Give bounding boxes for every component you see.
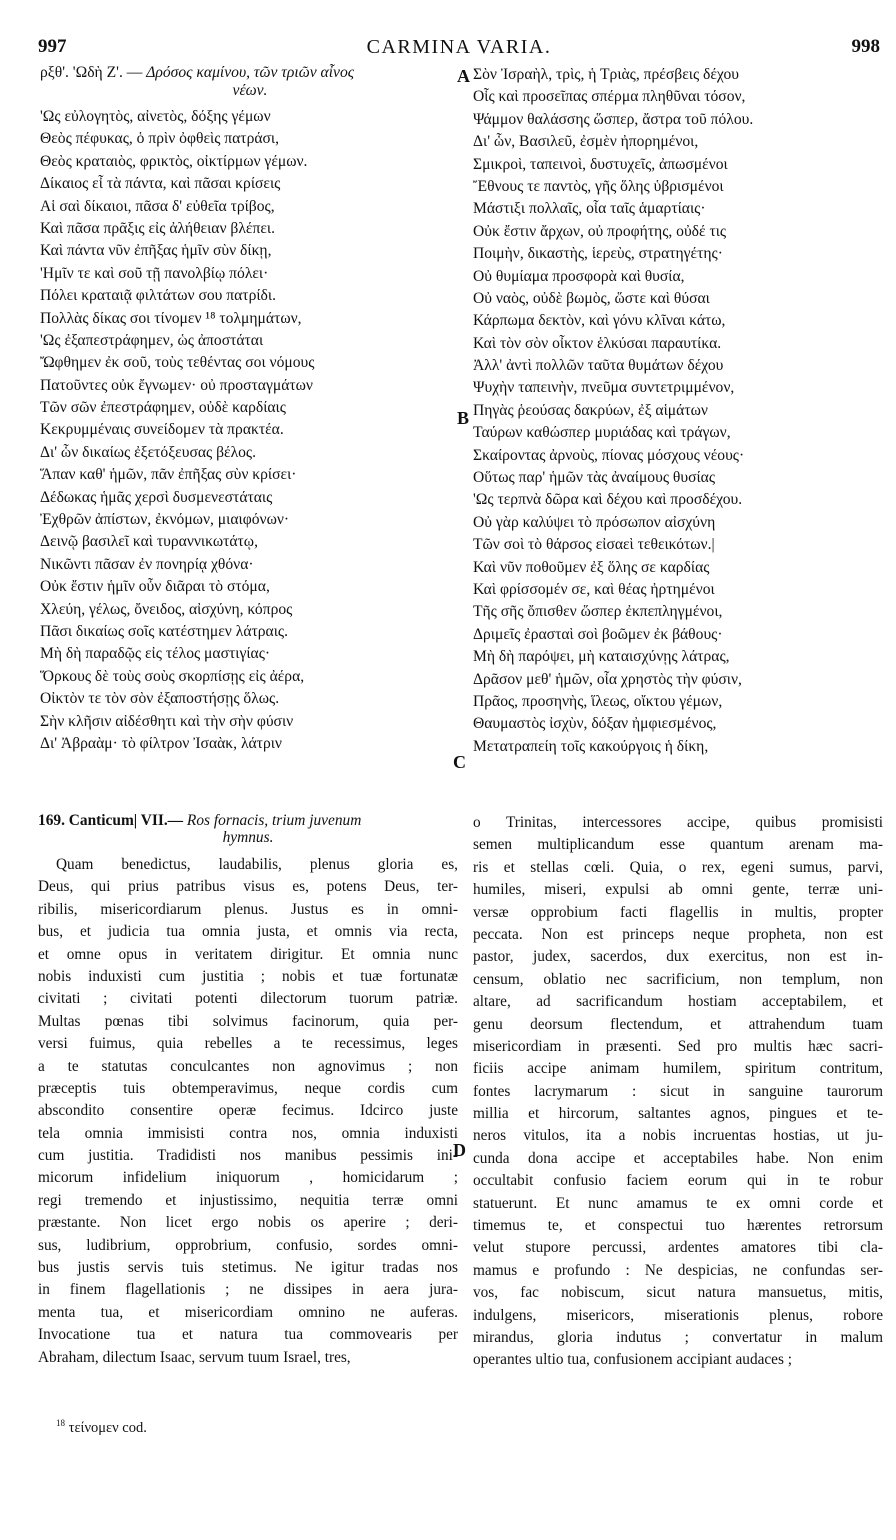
greek-verse-line: Μὴ δὴ παραδῷς εἰς τέλος μαστιγίας·	[40, 645, 271, 663]
latin-right-text	[473, 812, 883, 1372]
latin-left-text	[38, 854, 458, 1369]
greek-verse-line: Πατοῦντες οὐκ ἔγνωμεν· οὐ προσταγμάτων	[40, 376, 313, 394]
greek-verse-line: Καὶ πάντα νῦν ἐπῆξας ἡμῖν σὺν δίκῃ,	[40, 242, 272, 260]
greek-verse-line: Σὸν Ἰσραὴλ, τρὶς, ἡ Τριὰς, πρέσβεις δέχου	[473, 66, 740, 83]
latin-text-line: præstante. Non licet ergo nobis os aperire ; deri-	[38, 1214, 458, 1232]
greek-ode-title	[40, 64, 460, 100]
latin-text-line: operantes ultio tua, confusionem accipiant audaces ;	[473, 1351, 792, 1369]
latin-text-line: timemus te, et conspectui tuo hærentes retrorsum	[473, 1217, 883, 1235]
greek-verse-line: Οἷς καὶ προσεῖπας σπέρμα πληθῦναι τόσον,	[473, 88, 746, 106]
greek-verse-line: Ἐχθρῶν ἀπίστων, ἐκνόμων, μιαιφόνων·	[40, 511, 290, 529]
latin-text-line: fontes lacrymarum : sicut in sanguine taurorum	[473, 1082, 883, 1100]
latin-title-italic-2: hymnus.	[222, 829, 274, 846]
latin-text-line: semen multiplicandum esse quantum arenam ma-	[473, 836, 883, 854]
latin-text-line: versi fuimus, quia rebelles a te recessimus, leges	[38, 1035, 458, 1053]
greek-verse-line: Δι' ὧν δικαίως ἐξετόξευσας βέλος.	[40, 443, 257, 461]
greek-verse-line: Οὐκ ἔστιν ἡμῖν οὖν διᾶραι τὸ στόμα,	[40, 578, 270, 596]
greek-verse-line: Μετατραπείη τοῖς κακούργοις ἡ δίκη,	[473, 737, 709, 755]
greek-verse-line: Ποιμὴν, δικαστὴς, ἱερεὺς, στρατηγέτης·	[473, 245, 723, 263]
running-head: CARMINA VARIA.	[366, 36, 552, 58]
greek-right-verse	[473, 64, 883, 758]
greek-verse-line: Ψυχὴν ταπεινὴν, πνεῦμα συντετριμμένον,	[473, 379, 735, 397]
greek-verse-line: Σμικροὶ, ταπεινοὶ, δυστυχεῖς, ἀπωσμένοι	[473, 155, 728, 173]
greek-verse-line: Ἔθνους τε παντὸς, γῆς ὅλης ὑβρισμένοι	[473, 177, 724, 195]
greek-verse-line: Οὐ ναὸς, οὐδὲ βωμὸς, ὥστε καὶ θύσαι	[473, 289, 710, 307]
page-number-left: 997	[38, 36, 67, 57]
greek-verse-line: Δι' Ἀβραὰμ· τὸ φίλτρον Ἰσαὰκ, λάτριν	[40, 734, 282, 752]
greek-verse-line: Δέδωκας ἡμᾶς χερσὶ δυσμενεστάταις	[40, 488, 273, 506]
greek-verse-line: Κάρπωμα δεκτὸν, καὶ γόνυ κλῖναι κάτω,	[473, 312, 726, 330]
latin-text-line: a te statutas conculcantes non agnovimus ; non	[38, 1057, 458, 1075]
latin-text-line: sus, ludibrium, opprobrium, confusio, sordes omni-	[38, 1236, 458, 1254]
latin-text-line: humiles, miseri, expulsi ab omni gente, terræ uni-	[473, 881, 883, 899]
latin-text-line: neros vitulos, ita a nobis incruentas hostias, ut ju-	[473, 1127, 883, 1145]
greek-verse-line: Ψάμμον θαλάσσης ὥσπερ, ἄστρα τοῦ πόλου.	[473, 110, 754, 128]
latin-text-line: Abraham, dilectum Isaac, servum tuum Israel, tres,	[38, 1348, 351, 1366]
greek-verse-line: Πᾶσι δικαίως σοῖς κατέστημεν λάτραις.	[40, 622, 288, 640]
latin-text-line: statuerunt. Et nunc amamus te ex omni corde et	[473, 1194, 883, 1212]
latin-column-right	[473, 812, 883, 1372]
greek-verse-line: Καὶ φρίσσομέν σε, καὶ θέας ἠρτημένοι	[473, 580, 715, 598]
latin-text-line: misericordiam in præsenti. Sed pro multis hæc sacri-	[473, 1037, 883, 1055]
greek-left-verse	[40, 106, 460, 755]
greek-verse-line: Οὐ θυμίαμα προσφορὰ καὶ θυσία,	[473, 267, 685, 285]
greek-verse-line: Οἰκτὸν τε τὸν σὸν ἐξαποστήσῃς ὅλως.	[40, 690, 280, 708]
latin-text-line: abscondito consentire operæ fecimus. Idcirco juste	[38, 1102, 458, 1120]
latin-text-line: tela omnia immisisti contra nos, omnia induxisti	[38, 1124, 458, 1142]
greek-verse-line: Καὶ νῦν ποθοῦμεν ἐξ ὅλης σε καρδίας	[473, 558, 710, 576]
latin-text-line: præceptis tuis obtemperavimus, neque cordis cum	[38, 1079, 458, 1097]
latin-text-line: et omne opus in veritatem dirigitur. Et omnia nunc	[38, 945, 458, 963]
greek-verse-line: Πολλὰς δίκας σοι τίνομεν ¹⁸ τολμημάτων,	[40, 309, 302, 327]
latin-text-line: Multas pœnas tibi solvimus facinorum, quia per-	[38, 1012, 458, 1030]
greek-verse-line: Τῆς σῆς ὄπισθεν ὥσπερ ἐκπεπληγμένοι,	[473, 603, 723, 621]
greek-verse-line: Αἱ σαὶ δίκαιοι, πᾶσα δ' εὐθεῖα τρίβος,	[40, 197, 275, 215]
greek-verse-line: Καὶ τὸν σὸν οἶκτον ἑλκύσαι παραυτίκα.	[473, 334, 722, 352]
latin-title-number: 169. Canticum| VII.—	[38, 812, 184, 829]
latin-text-line: millia et hircorum, saltantes agnos, pingues et te-	[473, 1105, 883, 1123]
greek-verse-line: Τῶν σῶν ἐπεστράφημεν, οὐδὲ καρδίαις	[40, 399, 286, 417]
greek-title-italic-1: Δρόσος καμίνου, τῶν τριῶν αἶνος	[146, 64, 355, 81]
greek-verse-line: Ταύρων καθώσπερ μυριάδας καὶ τράγων,	[473, 424, 731, 442]
footnote	[56, 1418, 147, 1437]
greek-verse-line: Δρᾶσον μεθ' ἡμῶν, οἷα χρηστὸς τὴν φύσιν,	[473, 670, 742, 688]
greek-verse-line: Δεινῷ βασιλεῖ καὶ τυραννικωτάτῳ,	[40, 533, 258, 551]
greek-verse-line: Πόλει κραταιᾷ φιλτάτων σου πατρίδι.	[40, 287, 276, 305]
latin-text-line: regi tremendo et injustissimo, nequitia terræ omni	[38, 1191, 458, 1209]
page-header	[38, 36, 880, 62]
latin-text-line: bus, et judicia tua omnia justa, et omnis via recta,	[38, 923, 458, 941]
greek-column-right	[473, 64, 883, 758]
latin-canticum-title	[38, 812, 458, 846]
greek-verse-line: Μάστιξι πολλαῖς, οἷα ταῖς ἁμαρτίαις·	[473, 200, 706, 218]
latin-text-line: altare, ad sacrificandum hostiam acceptabilem, et	[473, 993, 883, 1011]
latin-text-line: ribilis, misericordiarum plenus. Justus es in omni-	[38, 900, 458, 918]
latin-text-line: censum, oblatio nec sacrificium, non templum, non	[473, 970, 883, 988]
greek-verse-line: Οὐ γὰρ καλύψει τὸ πρόσωπον αἰσχύνη	[473, 513, 716, 531]
greek-verse-line: Σκαίροντας ἀρνοὺς, πίονας μόσχους νέους·	[473, 446, 745, 464]
greek-verse-line: Νικῶντι πᾶσαν ἐν πονηρίᾳ χθόνα·	[40, 555, 254, 573]
latin-text-line: civitati ; civitati potenti dilectorum tuorum patriæ.	[38, 990, 458, 1008]
latin-text-line: ris et stellas cœli. Quia, o rex, egeni sumus, parvi,	[473, 858, 883, 876]
greek-verse-line: Δριμεῖς ἐρασταὶ σοὶ βοῶμεν ἐκ βάθους·	[473, 625, 723, 643]
greek-title-prefix: ρξθ'. 'Ωδὴ Ζ'. —	[40, 64, 143, 81]
latin-text-line: ficiis accipe animam humilem, spiritum contritum,	[473, 1060, 883, 1078]
latin-text-line: menta tua, et misericordiam omnino ne auferas.	[38, 1303, 458, 1321]
margin-marker-a: A	[457, 66, 470, 86]
greek-verse-line: Ὤφθημεν ἐκ σοῦ, τοὺς τεθέντας σοι νόμους	[40, 354, 315, 372]
footnote-number: 18	[56, 1418, 65, 1428]
greek-verse-line: Δίκαιος εἶ τὰ πάντα, καὶ πᾶσαι κρίσεις	[40, 175, 281, 193]
greek-verse-line: Μὴ δὴ παρόψει, μὴ καταισχύνῃς λάτρας,	[473, 648, 730, 666]
latin-text-line: o Trinitas, intercessores accipe, quibus promisisti	[473, 814, 883, 831]
latin-text-line: cum justitia. Tradidisti nos manibus pessimis ini-	[38, 1147, 458, 1165]
greek-verse-line: 'Ως τερπνὰ δῶρα καὶ δέχου καὶ προσδέχου.	[473, 491, 743, 509]
greek-verse-line: 'Ημῖν τε καὶ σοῦ τῇ πανολβίῳ πόλει·	[40, 264, 269, 282]
latin-text-line: in finem flagellationis ; ne dissipes in aera jura-	[38, 1281, 458, 1299]
latin-text-line: indulgens, misericors, miserationis plenus, robore	[473, 1306, 883, 1324]
greek-verse-line: Καὶ πᾶσα πρᾶξις εἰς ἀλήθειαν βλέπει.	[40, 219, 275, 237]
latin-text-line: occultabit confusio faciem eorum qui in te robur	[473, 1172, 883, 1190]
greek-verse-line: Ἅπαν καθ' ἡμῶν, πᾶν ἐπῆξας σὺν κρίσει·	[40, 466, 297, 484]
greek-title-italic-2: νέων.	[232, 82, 268, 99]
greek-verse-line: Ὅρκους δὲ τοὺς σοὺς σκορπίσῃς εἰς ἀέρα,	[40, 667, 305, 685]
greek-verse-line: Σὴν κλῆσιν αἰδέσθητι καὶ τὴν σὴν φύσιν	[40, 712, 294, 730]
latin-text-line: bus justis servis tuis stetimus. Ne igitur tradas nos	[38, 1259, 458, 1277]
greek-verse-line: Χλεύη, γέλως, ὄνειδος, αἰσχύνη, κόπρος	[40, 600, 293, 618]
latin-text-line: peccata. Non est princeps neque propheta, non est	[473, 925, 883, 943]
latin-text-line: mamus e profundo : Ne despicias, ne confundas ser-	[473, 1261, 883, 1279]
greek-verse-line: Κεκρυμμέναις συνείδομεν τὰ πρακτέα.	[40, 421, 284, 439]
latin-column-left	[38, 812, 458, 1369]
footnote-text: τείνομεν cod.	[68, 1419, 147, 1436]
latin-text-line: versæ opprobium facti flagellis in multis, propter	[473, 903, 883, 921]
latin-text-line: genu deorsum flectendum, et attrahendum tuam	[473, 1015, 883, 1033]
greek-verse-line: 'Ως εὐλογητὸς, αἰνετὸς, δόξης γέμων	[40, 108, 271, 125]
latin-text-line: micorum infidelium iniquorum , homicidarum ;	[38, 1169, 458, 1187]
greek-verse-line: Οὕτως παρ' ἡμῶν τὰς ἀναίμους θυσίας	[473, 469, 716, 487]
latin-text-line: velut stupore percussi, ardentes amatores tibi cla-	[473, 1239, 883, 1257]
latin-title-italic-1: Ros fornacis, trium juvenum	[186, 812, 362, 829]
margin-marker-c: C	[453, 752, 466, 772]
latin-text-line: Quam benedictus, laudabilis, plenus gloria es,	[56, 856, 458, 873]
greek-verse-line: Θεὸς κραταιὸς, φρικτὸς, οἰκτίρμων γέμων.	[40, 152, 308, 170]
greek-verse-line: Δι' ὧν, Βασιλεῦ, ἐσμὲν ἠπορημένοι,	[473, 133, 699, 151]
greek-verse-line: Πηγὰς ῥεούσας δακρύων, ἐξ αἱμάτων	[473, 401, 708, 419]
latin-text-line: vos, fac nobiscum, sicut natura mansuetus, mitis,	[473, 1284, 883, 1302]
greek-verse-line: Ἀλλ' ἀντὶ πολλῶν ταῦτα θυμάτων δέχου	[473, 357, 724, 375]
greek-verse-line: 'Ως ἐξαπεστράφημεν, ὡς ἀποστάται	[40, 331, 264, 349]
latin-text-line: cunda dona accipe et acceptabiles habe. Non enim	[473, 1149, 883, 1167]
latin-text-line: nobis induxisti cum justitia ; nobis et tuæ fortunatæ	[38, 967, 458, 985]
latin-text-line: pastor, judex, sacerdos, dux exercitus, non est in-	[473, 948, 883, 966]
page-number-right: 998	[851, 36, 880, 57]
greek-verse-line: Θαυμαστὸς ἰσχὺν, δόξαν ἠμφιεσμένος,	[473, 715, 717, 733]
greek-verse-line: Πρᾶος, προσηνὴς, ἵλεως, οἴκτου γέμων,	[473, 692, 723, 710]
margin-marker-d: D	[453, 1140, 466, 1160]
margin-marker-b: B	[457, 408, 470, 428]
latin-text-line: Deus, qui prius patribus visus es, potens Deus, ter-	[38, 878, 458, 896]
greek-verse-line: Θεὸς πέφυκας, ὁ πρὶν ὀφθεὶς πατράσι,	[40, 130, 280, 148]
greek-verse-line: Τῶν σοὶ τὸ θάρσος εἰσαεὶ τεθεικότων.|	[473, 536, 715, 554]
greek-column-left	[40, 64, 460, 755]
greek-verse-line: Οὐκ ἔστιν ἄρχων, οὐ προφήτης, οὐδέ τις	[473, 222, 727, 240]
latin-text-line: Invocatione tua et natura tua commovearis per	[38, 1326, 458, 1344]
latin-text-line: mirandus, gloria indutus ; convertatur in malum	[473, 1328, 883, 1346]
